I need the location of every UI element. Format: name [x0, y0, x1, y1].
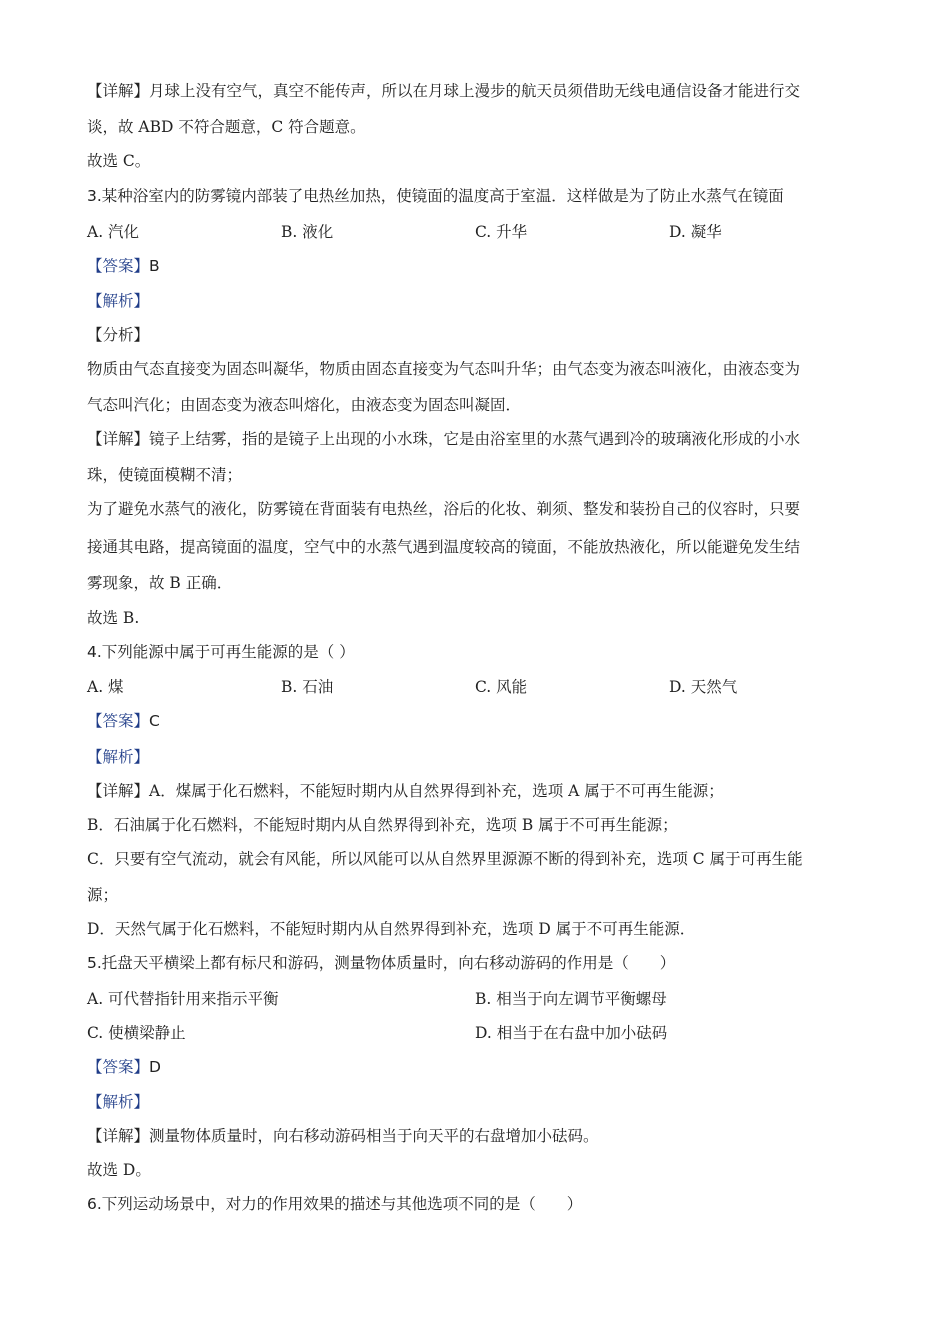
text-line: 故选 C。 — [87, 152, 151, 170]
text-line: 雾现象，故 B 正确． — [87, 574, 233, 592]
q4-analysis-tag: 【解析】 — [87, 748, 150, 766]
q3-option-b: B. 液化 — [281, 223, 334, 241]
q5-option-d: D. 相当于在右盘中加小砝码 — [475, 1024, 668, 1042]
text-line: 【详解】A．煤属于化石燃料，不能短时期内从自然界得到补充，选项 A 属于不可再生能源； — [87, 782, 724, 800]
q4-option-d: D. 天然气 — [669, 678, 738, 696]
q5-answer — [87, 1056, 867, 1078]
answer-value: C — [149, 712, 160, 730]
q4-option-a: A. 煤 — [87, 678, 124, 696]
question-6: 6.下列运动场景中，对力的作用效果的描述与其他选项不同的是（ ） — [87, 1195, 583, 1213]
q5-analysis-tag: 【解析】 — [87, 1093, 150, 1111]
text-line: 珠，使镜面模糊不清； — [87, 466, 243, 484]
text-line: D．天然气属于化石燃料，不能短时期内从自然界得到补充，选项 D 属于不可再生能源． — [87, 920, 696, 938]
q3-option-c: C. 升华 — [475, 223, 528, 241]
text-line: B．石油属于化石燃料，不能短时期内从自然界得到补充，选项 B 属于不可再生能源； — [87, 816, 678, 834]
q4-option-c: C. 风能 — [475, 678, 528, 696]
q3-fenxi-tag: 【分析】 — [87, 326, 150, 344]
q3-option-a: A. 汽化 — [87, 223, 140, 241]
text-line: 故选 D。 — [87, 1161, 151, 1179]
q5-option-c: C. 使横梁静止 — [87, 1024, 186, 1042]
answer-tag: 【答案】 — [87, 712, 150, 730]
answer-value: B — [149, 257, 160, 275]
q3-answer — [87, 255, 867, 277]
q3-analysis-tag: 【解析】 — [87, 292, 150, 310]
question-3: 3.某种浴室内的防雾镜内部装了电热丝加热，使镜面的温度高于室温．这样做是为了防止水蒸气在镜面 — [87, 187, 784, 205]
question-5: 5.托盘天平横梁上都有标尺和游码，测量物体质量时，向右移动游码的作用是（ ） — [87, 954, 676, 972]
answer-tag: 【答案】 — [87, 257, 150, 275]
text-line: 接通其电路，提高镜面的温度，空气中的水蒸气遇到温度较高的镜面，不能放热液化，所以能避免发生结 — [87, 538, 801, 556]
text-line: 故选 B. — [87, 609, 140, 627]
text-line: 【详解】月球上没有空气，真空不能传声，所以在月球上漫步的航天员须借助无线电通信设备才能进行交 — [87, 82, 801, 100]
text-line: C．只要有空气流动，就会有风能，所以风能可以从自然界里源源不断的得到补充，选项 C 属于可再生能 — [87, 850, 803, 868]
q3-option-d: D. 凝华 — [669, 223, 722, 241]
text-line: 物质由气态直接变为固态叫凝华，物质由固态直接变为气态叫升华；由气态变为液态叫液化，由液态变为 — [87, 360, 801, 378]
answer-tag: 【答案】 — [87, 1058, 150, 1076]
text-line: 【详解】测量物体质量时，向右移动游码相当于向天平的右盘增加小砝码。 — [87, 1127, 599, 1145]
q5-option-b: B. 相当于向左调节平衡螺母 — [475, 990, 667, 1008]
text-line: 谈，故 ABD 不符合题意，C 符合题意。 — [87, 118, 366, 136]
q5-option-a: A. 可代替指针用来指示平衡 — [87, 990, 279, 1008]
text-line: 为了避免水蒸气的液化，防雾镜在背面装有电热丝，浴后的化妆、剃须、整发和装扮自己的仪容时，只要 — [87, 500, 801, 518]
answer-value: D — [149, 1058, 161, 1076]
question-4: 4.下列能源中属于可再生能源的是（ ） — [87, 643, 355, 661]
q4-answer — [87, 710, 867, 732]
q4-option-b: B. 石油 — [281, 678, 334, 696]
text-line: 气态叫汽化；由固态变为液态叫熔化，由液态变为固态叫凝固． — [87, 396, 522, 414]
text-line: 【详解】镜子上结雾，指的是镜子上出现的小水珠，它是由浴室里的水蒸气遇到冷的玻璃液化形成的小水 — [87, 430, 801, 448]
text-line: 源； — [87, 886, 119, 904]
